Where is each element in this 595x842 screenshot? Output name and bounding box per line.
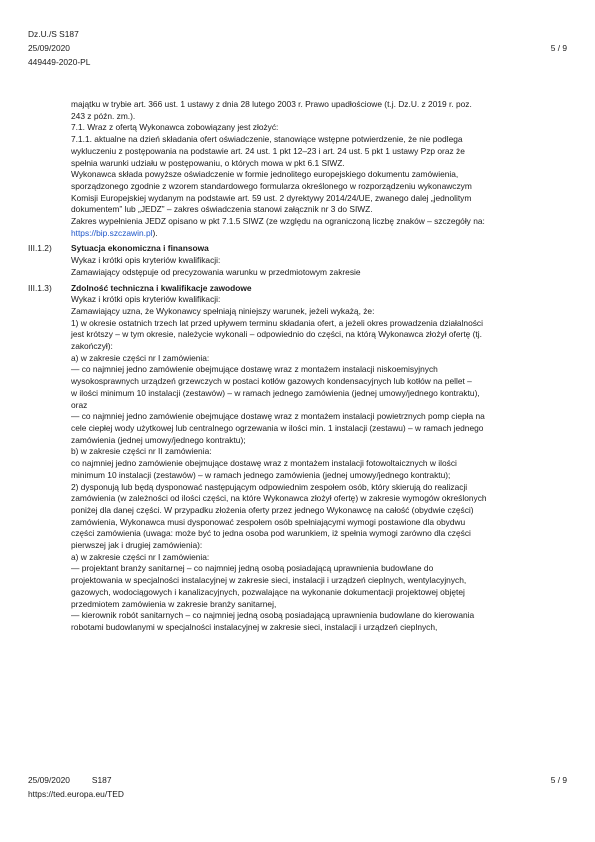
text-line: zamówienia (jednej umowy/jednego kontraktu); <box>71 434 246 445</box>
text-line: w ilości minimum 10 instalacji (zestawów) – w ramach jednego zamówienia (jednej umowy/jednego kontraktu), <box>71 387 480 398</box>
text-line: 7.1. Wraz z ofertą Wykonawca zobowiązany jest złożyć: <box>71 122 279 133</box>
text-line: 7.1.1. aktualne na dzień składania ofert oświadczenie, stanowiące wstępne potwierdzenie, że nie podlega <box>71 134 463 145</box>
text-line: projektowania w specjalności instalacyjnej w zakresie sieci, instalacji i urządzeń cieplnych, wentylacyjnych, <box>71 575 467 586</box>
text-line: — projektant branży sanitarnej – co najmniej jedną osobą posiadającą uprawnienia budowlane do <box>71 563 434 574</box>
text-line: jest krótszy – w tym okresie, należycie wykonali – odpowiednio do części, na którą Wykonawca złożył ofertę (tj. <box>71 329 482 340</box>
footer-journal: S187 <box>91 775 112 785</box>
document-body <box>28 99 573 634</box>
text-line: co najmniej jedno zamówienie obejmujące dostawę wraz z montażem instalacji fotowoltaicznych w ilości <box>71 458 457 469</box>
text-line: pierwszej jak i drugiej zamówienia): <box>71 540 203 551</box>
footer-url: https://ted.europa.eu/TED <box>28 789 124 799</box>
text-line: — kierownik robót sanitarnych – co najmniej jedną osobą posiadającą uprawnienia budowlane do kierowania <box>71 610 475 621</box>
section-body <box>28 294 573 633</box>
text-line: zamówienia, Wykonawca musi dysponować zespołem osób spełniającymi wymogi postawione dla obydwu <box>71 516 466 527</box>
text-line: oraz <box>71 399 88 410</box>
page-number-bottom: 5 / 9 <box>550 775 567 785</box>
section-iii-1-2 <box>28 243 573 278</box>
text-line: Wykonawca składa powyższe oświadczenie w formie jednolitego europejskiego dokumentu zamówienia, <box>71 169 459 180</box>
section-number: III.1.2) <box>28 243 52 254</box>
text-line: Zamawiający odstępuje od precyzowania warunku w przedmiotowym zakresie <box>71 266 361 277</box>
text-line: — co najmniej jedno zamówienie obejmujące dostawę wraz z montażem instalacji powietrznych pomp ciepła na <box>71 411 485 422</box>
text-line: — co najmniej jedno zamówienie obejmujące dostawę wraz z montażem instalacji niskoemisyjnych <box>71 364 438 375</box>
text-line: 243 z późn. zm.). <box>71 110 136 121</box>
intro-link-line <box>71 228 573 240</box>
text-line: a) w zakresie części nr I zamówienia: <box>71 352 210 363</box>
publication-date: 25/09/2020 <box>28 43 70 53</box>
journal-ref: Dz.U./S S187 <box>28 29 79 39</box>
section-title: Zdolność techniczna i kwalifikacje zawodowe <box>71 282 252 293</box>
text-line: 1) w okresie ostatnich trzech lat przed upływem terminu składania ofert, a jeżeli okres prowadzenia działalności <box>71 317 483 328</box>
intro-block <box>28 99 573 228</box>
text-line: Zakres wypełnienia JEDZ opisano w pkt 7.1.5 SIWZ (ze względu na ograniczoną liczbę znaków – szczegóły na: <box>71 216 485 227</box>
text-line: wysokosprawnych urządzeń grzewczych w postaci kotłów gazowych kondensacyjnych lub kotłów na pellet – <box>71 376 472 387</box>
section-title: Sytuacja ekonomiczna i finansowa <box>71 243 209 254</box>
text-line: gazowych, wodociągowych i kanalizacyjnych, pozwalające na wykonanie dokumentacji projektowej objętej <box>71 586 465 597</box>
text-line: Wykaz i krótki opis kryteriów kwalifikacji: <box>71 294 221 305</box>
text-line: minimum 10 instalacji (zestawów) – w ramach jednego zamówienia (jednej umowy/jednego kontraktu); <box>71 469 451 480</box>
section-number: III.1.3) <box>28 282 52 293</box>
bip-link[interactable]: https://bip.szczawin.pl <box>71 227 153 238</box>
text-line: zamówienia (w zależności od ilości części, na które Wykonawca złożył ofertę) w zakresie wymogów określonych <box>71 493 487 504</box>
footer-date: 25/09/2020 <box>28 775 70 785</box>
page-number-top: 5 / 9 <box>550 43 567 53</box>
section-iii-1-3 <box>28 283 573 634</box>
text-line: Zamawiający uzna, że Wykonawcy spełniają niniejszy warunek, jeżeli wykażą, że: <box>71 305 375 316</box>
text-line: poniżej dla danej części. W przypadku złożenia oferty przez jednego Wykonawcę na całość (obydwie części) <box>71 504 474 515</box>
intro-link-suffix: ). <box>152 227 158 238</box>
text-line: wykluczeniu z postępowania na podstawie art. 24 ust. 1 pkt 12–23 i art. 24 ust. 5 pkt 1 ustawy Pzp oraz że <box>71 145 465 156</box>
text-line: a) w zakresie części nr I zamówienia: <box>71 551 210 562</box>
text-line: 2) dysponują lub będą dysponować następującym odpowiednim zespołem osób, który skierują do realizacji <box>71 481 468 492</box>
section-body <box>28 255 573 278</box>
text-line: cele ciepłej wody użytkowej lub centralnego ogrzewania w ilości min. 1 instalacji (zestawu) – w ramach jednego <box>71 422 484 433</box>
page-footer <box>28 773 124 801</box>
text-line: Wykaz i krótki opis kryteriów kwalifikacji: <box>71 255 221 266</box>
text-line: dokumentem” lub „JEDZ” – zakres oświadczenia stanowi załącznik nr 3 do SIWZ. <box>71 204 373 215</box>
text-line: części zamówienia (uwaga: może być to jedna osoba pod warunkiem, iż spełnia wymogi zarówno dla części <box>71 528 471 539</box>
text-line: sporządzonego zgodnie z wzorem standardowego formularza określonego w rozporządzeniu wykonawczym <box>71 180 472 191</box>
text-line: majątku w trybie art. 366 ust. 1 ustawy z dnia 28 lutego 2003 r. Prawo upadłościowe (t.j. Dz.U. z 2019 r. poz. <box>71 99 472 109</box>
text-line: przedmiotem zamówienia w zakresie branży sanitarnej, <box>71 598 277 609</box>
text-line: spełnia warunki udziału w postępowaniu, o których mowa w pkt 6.1 SIWZ. <box>71 157 345 168</box>
text-line: Komisji Europejskiej wydanym na podstawie art. 59 ust. 2 dyrektywy 2014/24/UE, zwanego dalej „jednolitym <box>71 192 472 203</box>
text-line: robotami budowlanymi w specjalności instalacyjnej w zakresie sieci, instalacji i urządzeń cieplnych, <box>71 621 438 632</box>
text-line: b) w zakresie części nr II zamówienia: <box>71 446 212 457</box>
notice-id: 449449-2020-PL <box>28 57 91 67</box>
text-line: zakończył): <box>71 341 113 352</box>
page-header <box>28 27 90 69</box>
